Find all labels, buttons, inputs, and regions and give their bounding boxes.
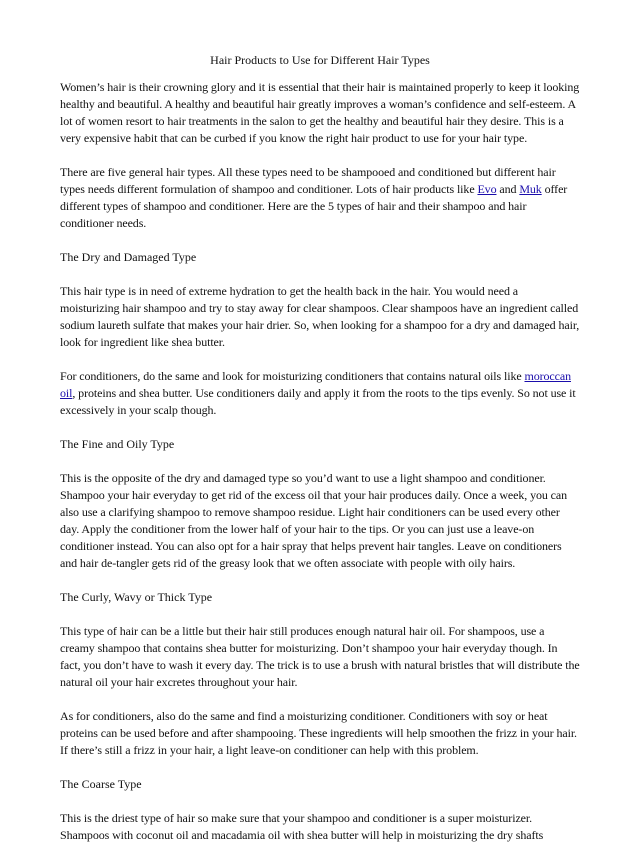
hair-types-paragraph <box>60 164 580 232</box>
document-title: Hair Products to Use for Different Hair Types <box>210 53 430 67</box>
section-heading-coarse: The Coarse Type <box>60 777 142 791</box>
curly-paragraph-2: As for conditioners, also do the same and find a moisturizing conditioner. Conditioners with soy or heat proteins can be used before and after shampooing. These ingredients will help smoothen the frizz in your hair. If there’s still a frizz in your hair, a light leave-on conditioner can help with this problem. <box>60 709 577 757</box>
moroccan-oil-link[interactable]: moroccan oil <box>60 369 571 400</box>
fine-oily-paragraph: This is the opposite of the dry and damaged type so you’d want to use a light shampoo and conditioner. Shampoo your hair everyday to get rid of the excess oil that your hair produces daily. Once a week, you can also use a clarifying shampoo to remove shampoo residue. Light hair conditioners can be used every other day. Apply the conditioner from the lower half of your hair to the tips. Or you can just use a leave-on conditioner instead. You can also opt for a hair spray that helps prevent hair tangles. Leave on conditioners and hair de-tangler gets rid of the greasy look that we often associate with people with oily hairs. <box>60 471 568 570</box>
muk-link[interactable]: Muk <box>519 182 542 196</box>
section-heading-curly-wavy-thick: The Curly, Wavy or Thick Type <box>60 590 213 604</box>
hair-types-text-after: offer different types of shampoo and conditioner. Here are the 5 types of hair and their shampoo and hair conditioner needs. <box>60 182 568 230</box>
hair-types-text-mid: and <box>496 182 520 196</box>
section-heading-dry-damaged: The Dry and Damaged Type <box>60 250 197 264</box>
dry-damaged-text-before: For conditioners, do the same and look for moisturizing conditioners that contains natural oils like <box>60 369 525 383</box>
document-page <box>60 52 580 861</box>
section-heading-fine-oily: The Fine and Oily Type <box>60 437 175 451</box>
dry-damaged-paragraph-2 <box>60 368 580 419</box>
dry-damaged-text-after: , proteins and shea butter. Use conditioners daily and apply it from the roots to the tips evenly. So not use it excessively in your scalp though. <box>60 386 576 417</box>
intro-paragraph: Women’s hair is their crowning glory and it is essential that their hair is maintained properly to keep it looking healthy and beautiful. A healthy and beautiful hair greatly improves a woman’s confidence and self-esteem. A lot of women resort to hair treatments in the salon to get the healthy and beautiful hair they desire. This is a very expensive habit that can be curbed if you know the right hair product to use for your hair type. <box>60 80 580 145</box>
curly-paragraph-1: This type of hair can be a little but their hair still produces enough natural hair oil. For shampoos, use a creamy shampoo that contains shea butter for moisturizing. Don’t shampoo your hair everyday though. In fact, you don’t have to wash it every day. The trick is to use a brush with natural bristles that will distribute the natural oil your hair excretes throughout your hair. <box>60 624 580 689</box>
evo-link[interactable]: Evo <box>477 182 497 196</box>
coarse-paragraph: This is the driest type of hair so make sure that your shampoo and conditioner is a super moisturizer. Shampoos with coconut oil and macadamia oil with shea butter will help in moisturizing the dry shafts <box>60 811 544 842</box>
dry-damaged-paragraph-1: This hair type is in need of extreme hydration to get the health back in the hair. You would need a moisturizing hair shampoo and try to stay away for clear shampoos. Clear shampoos have an ingredient called sodium laureth sulfate that makes your hair drier. So, when looking for a shampoo for a dry and damaged hair, look for ingredient like shea butter. <box>60 284 580 349</box>
hair-types-text-before: There are five general hair types. All these types need to be shampooed and conditioned but different hair types needs different formulation of shampoo and conditioner. Lots of hair products like <box>60 165 556 196</box>
